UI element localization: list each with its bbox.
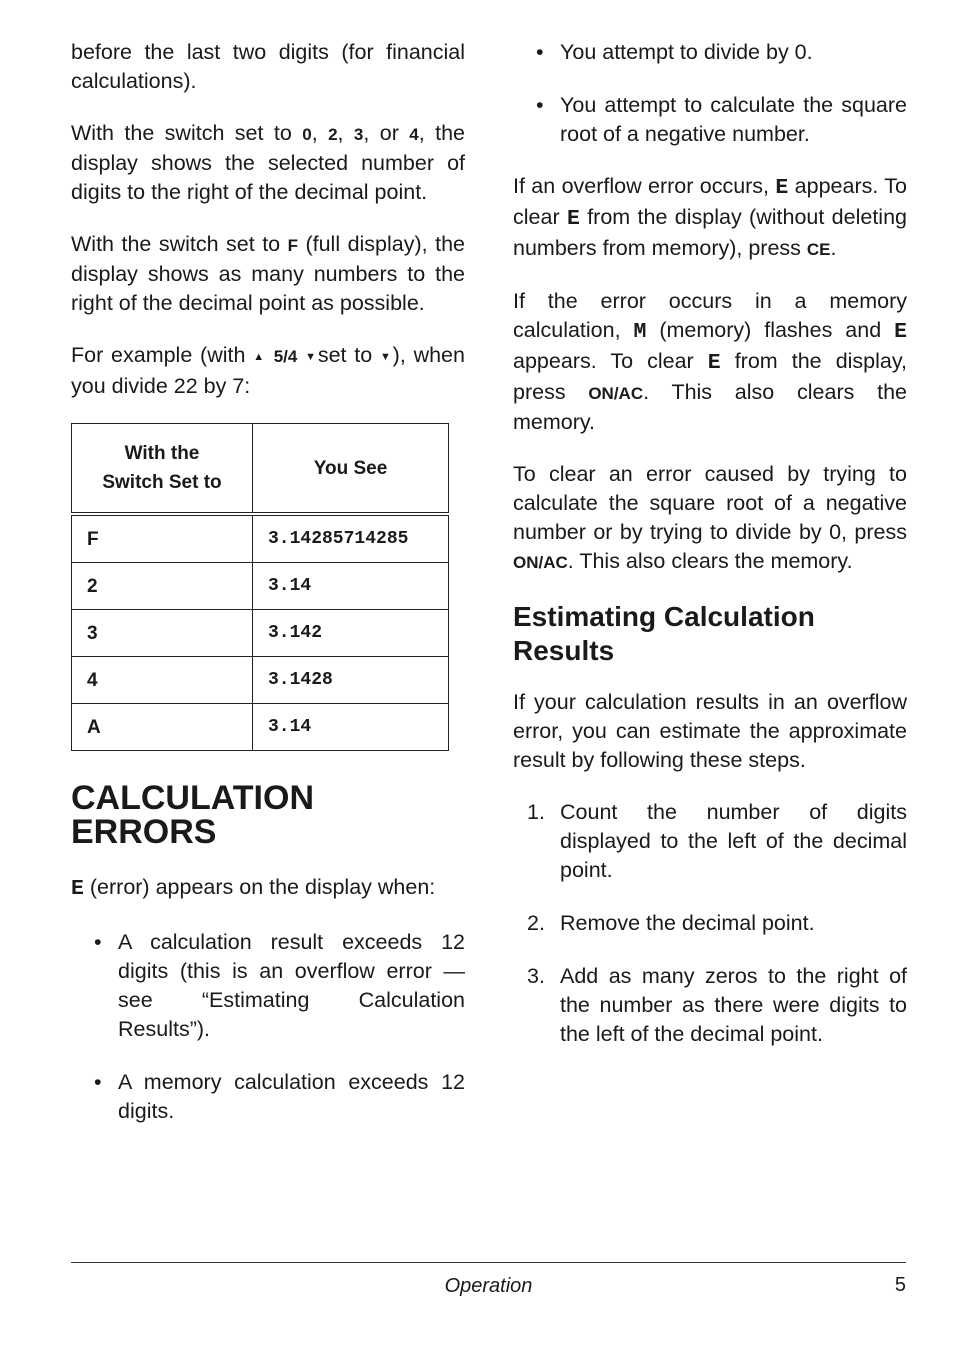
paragraph-overflow — [513, 172, 907, 264]
text: , the display shows the selected number of digits to the right of the decimal point. — [71, 121, 465, 204]
switch-f-label: F — [287, 236, 298, 255]
switch-0-label: 0 — [302, 125, 312, 144]
text: For example (with — [71, 343, 254, 367]
step-text: Count the number of digits displayed to the left of the decimal point. — [560, 800, 907, 882]
left-column — [71, 38, 465, 1150]
up-triangle-icon: ▲ — [253, 351, 266, 363]
text: To clear an error caused by trying to calculate the square root of a negative number or by trying to divide by 0, press — [513, 462, 907, 544]
heading-estimating: Estimating Calculation Results — [513, 601, 815, 666]
table-row — [72, 704, 449, 751]
paragraph-clear-error — [513, 460, 907, 577]
down-triangle-icon: ▼ — [305, 351, 318, 363]
estimating-steps-list — [513, 798, 907, 1049]
switch-5-4-label: 5/4 — [273, 347, 298, 366]
memory-symbol: M — [633, 320, 647, 344]
header-you-see: You See — [253, 424, 449, 515]
text: If an overflow error occurs, — [513, 174, 776, 198]
text: . — [830, 236, 837, 260]
heading-calculation-errors: CALCULATION ERRORS — [71, 779, 314, 851]
list-item — [513, 798, 907, 885]
text: (error) appears on the display when: — [83, 875, 436, 899]
step-number: 2. — [527, 911, 545, 935]
list-item: • A memory calculation exceeds 12 digits. — [71, 1068, 465, 1126]
table-header-row — [72, 424, 449, 515]
error-conditions-list-continued — [513, 38, 907, 149]
on-ac-key-label: ON/AC — [588, 384, 644, 403]
error-symbol: E — [894, 320, 907, 344]
text: With the switch set to — [71, 232, 288, 256]
paragraph-example — [71, 341, 465, 401]
value-cell: 3.14 — [253, 563, 449, 610]
paragraph-financial: before the last two digits (for financial calculations). — [71, 40, 465, 93]
paragraph-memory-error — [513, 287, 907, 437]
list-item — [513, 909, 907, 938]
down-triangle-icon: ▼ — [379, 351, 393, 363]
right-column — [513, 38, 907, 1073]
text: (memory) flashes and — [646, 318, 895, 342]
text: . This also clears the memory. — [513, 380, 907, 434]
text: (full display), the display shows as many numbers to the right of the decimal point as possible. — [71, 232, 465, 315]
footer-divider — [71, 1262, 906, 1263]
step-number: 3. — [527, 964, 545, 988]
error-symbol: E — [775, 176, 789, 200]
on-ac-key-label: ON/AC — [513, 553, 568, 572]
switch-results-table — [71, 423, 449, 751]
switch-cell: F — [72, 514, 253, 563]
paragraph-full-display — [71, 230, 465, 318]
step-text: Remove the decimal point. — [560, 911, 815, 935]
paragraph-error-appears — [71, 873, 465, 904]
value-cell: 3.14 — [253, 704, 449, 751]
footer-section-title: Operation — [444, 1275, 533, 1297]
header-switch-set: With the Switch Set to — [72, 424, 253, 515]
list-item: • You attempt to divide by 0. — [513, 38, 907, 67]
value-cell: 3.14285714285 — [253, 514, 449, 563]
table-row — [72, 514, 449, 563]
page-number: 5 — [894, 1274, 906, 1296]
switch-4-label: 4 — [409, 125, 419, 144]
switch-cell: 4 — [72, 657, 253, 704]
paragraph-switch-digits — [71, 119, 465, 207]
switch-cell: A — [72, 704, 253, 751]
switch-cell: 2 — [72, 563, 253, 610]
list-item: • You attempt to calculate the square root of a negative number. — [513, 91, 907, 149]
switch-2-label: 2 — [328, 125, 338, 144]
error-conditions-list — [71, 928, 465, 1126]
ce-key-label: CE — [806, 240, 831, 259]
list-item — [513, 962, 907, 1049]
text: , or — [363, 121, 410, 145]
error-symbol: E — [566, 207, 580, 231]
list-item: • A calculation result exceeds 12 digits (this is an overflow error — see “Estimating Calculation Results”). — [71, 928, 465, 1044]
text: set to — [317, 343, 380, 367]
table-row — [72, 657, 449, 704]
value-cell: 3.1428 — [253, 657, 449, 704]
step-text: Add as many zeros to the right of the number as there were digits to the left of the decimal point. — [560, 964, 907, 1046]
switch-cell: 3 — [72, 610, 253, 657]
error-symbol: E — [71, 877, 84, 901]
paragraph-estimating-intro: If your calculation results in an overflow error, you can estimate the approximate result by following these steps. — [513, 690, 907, 772]
text: If the error occurs in a memory calculation, — [513, 289, 907, 342]
text: ), when you divide 22 by 7: — [71, 343, 465, 398]
value-cell: 3.142 — [253, 610, 449, 657]
table-row — [72, 610, 449, 657]
table-row — [72, 563, 449, 610]
switch-3-label: 3 — [353, 125, 364, 144]
text: appears. To clear — [513, 174, 907, 229]
text: appears. To clear — [513, 349, 708, 373]
error-symbol: E — [707, 351, 721, 375]
step-number: 1. — [527, 800, 545, 824]
text: , — [311, 121, 329, 145]
text: . This also clears the memory. — [567, 549, 853, 573]
text: With the switch set to — [71, 121, 303, 145]
text: from the display, press — [513, 349, 907, 404]
text: from the display (without deleting numbers from memory), press — [513, 205, 907, 260]
text: , — [337, 121, 354, 145]
